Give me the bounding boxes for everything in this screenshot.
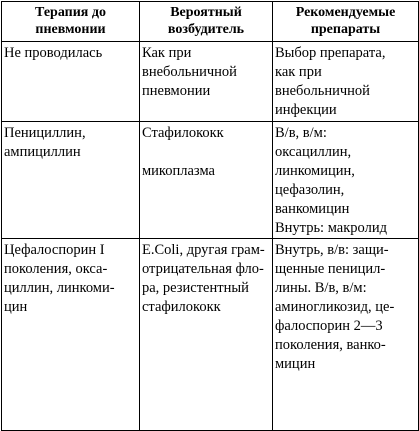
cell-line: инфекции — [275, 102, 337, 118]
header-line: возбудитель — [167, 22, 245, 37]
cell-line: фалоспорин 2—3 — [275, 318, 383, 334]
cell-probable-pathogen — [140, 42, 273, 122]
header-line: пневмонии — [35, 22, 106, 37]
header-line: препараты — [310, 22, 381, 37]
cell-line: ванкомицин — [275, 201, 350, 217]
header-line: Терапия до — [35, 5, 106, 20]
cell-line: Внутрь, в/в: защи- — [275, 242, 389, 258]
cell-line: Цефалоспорин I — [4, 242, 105, 258]
cell-prior-therapy — [2, 122, 140, 239]
cell-line: цефазолин, — [275, 182, 345, 198]
cell-line: Как при — [142, 45, 192, 61]
cell-line: линкомицин, — [275, 163, 355, 179]
cell-line: лины. В/в, в/м: — [275, 280, 367, 296]
cell-line: мицин — [275, 356, 316, 372]
cell-recommended-drugs — [273, 122, 419, 239]
cell-line: Не проводилась — [4, 45, 103, 61]
cell-line: внебольничной — [142, 64, 237, 80]
cell-line: щенные пеницил- — [275, 261, 386, 277]
cell-line: Внутрь: макролид — [275, 220, 387, 236]
header-probable-pathogen — [140, 2, 273, 42]
cell-line: циллин, линкоми- — [4, 280, 115, 296]
cell-line: Пенициллин, — [4, 125, 86, 141]
cell-line: аминогликозид, це- — [275, 299, 395, 315]
cell-line: ра, резистентный — [142, 280, 249, 296]
cell-line: цин — [4, 299, 28, 315]
header-line: Рекомендуемые — [295, 5, 396, 20]
table-row — [2, 239, 419, 431]
cell-line: поколения, ванко- — [275, 337, 386, 353]
cell-recommended-drugs — [273, 42, 419, 122]
table-row — [2, 122, 419, 239]
cell-line: пневмонии — [142, 83, 211, 99]
cell-probable-pathogen — [140, 122, 273, 239]
cell-line: оксациллин, — [275, 144, 352, 160]
header-recommended-drugs — [273, 2, 419, 42]
cell-line: В/в, в/м: — [275, 125, 327, 141]
cell-prior-therapy — [2, 239, 140, 431]
therapy-table — [1, 1, 419, 431]
table-header-row — [2, 2, 419, 42]
cell-probable-pathogen — [140, 239, 273, 431]
cell-line: внебольничной — [275, 83, 370, 99]
cell-line: отрицательная фло- — [142, 261, 264, 277]
table-row — [2, 42, 419, 122]
header-line: Вероятный — [170, 5, 242, 20]
cell-line: стафилококк — [142, 299, 221, 315]
header-prior-therapy — [2, 2, 140, 42]
cell-line: как при — [275, 64, 322, 80]
cell-line: E.Coli, другая грам- — [142, 242, 265, 258]
cell-line: Стафилококк — [142, 125, 224, 141]
cell-line: микоплазма — [142, 163, 215, 179]
cell-prior-therapy — [2, 42, 140, 122]
cell-line-blank — [142, 143, 270, 162]
cell-line: Выбор препарата, — [275, 45, 386, 61]
cell-recommended-drugs — [273, 239, 419, 431]
cell-line: ампициллин — [4, 144, 81, 160]
cell-line: поколения, окса- — [4, 261, 108, 277]
